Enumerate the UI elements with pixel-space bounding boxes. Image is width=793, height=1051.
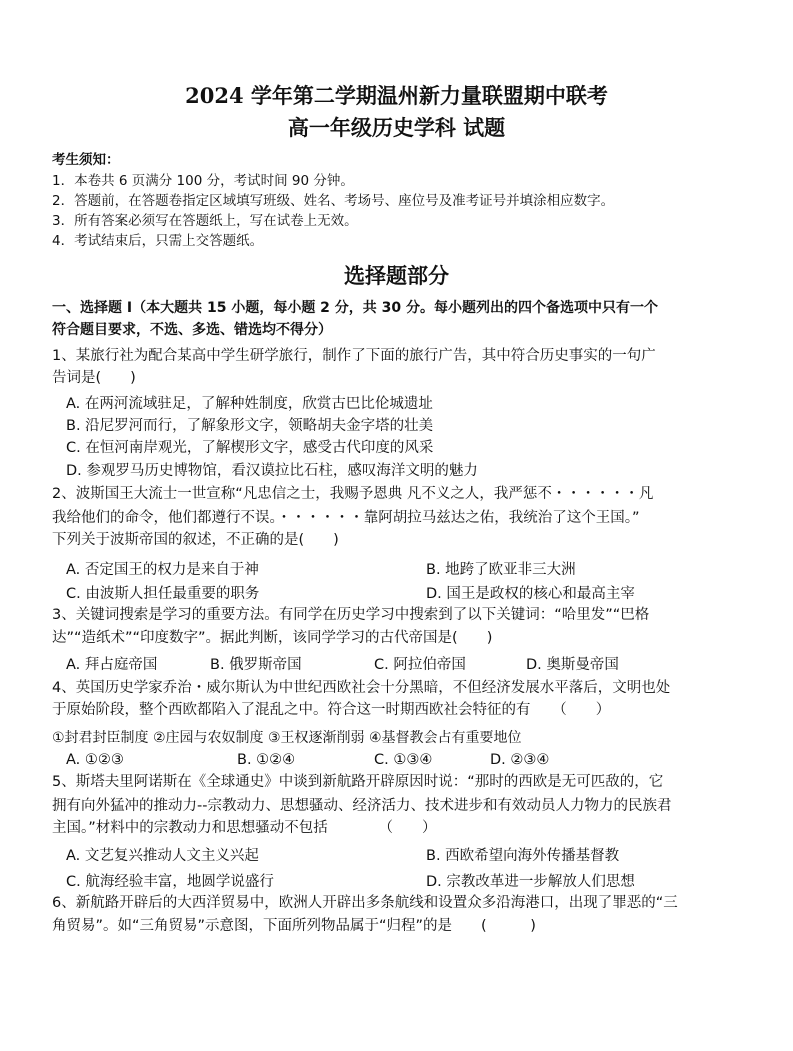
exam-title-line1: 2024 学年第二学期温州新力量联盟期中联考	[185, 83, 608, 108]
notice-item: 3．所有答案必须写在答题纸上，写在试卷上无效。	[52, 213, 358, 229]
section-instruction: 一、选择题 I（本大题共 15 小题，每小题 2 分，共 30 分。每小题列出的四个备选项中只有一个	[52, 300, 659, 316]
question-1-option-b: B. 沿尼罗河而行，了解象形文字，领略胡夫金字塔的壮美	[66, 418, 434, 434]
question-3-option-a: A. 拜占庭帝国	[66, 657, 158, 673]
question-1-option-d: D. 参观罗马历史博物馆，看汉谟拉比石柱，感叹海洋文明的魅力	[66, 463, 478, 479]
section-title: 选择题部分	[344, 264, 449, 288]
question-2-option-d: D. 国王是政权的核心和最高主宰	[426, 586, 635, 602]
question-3-stem: 达”“造纸术”“印度数字”。据此判断，该同学学习的古代帝国是( )	[52, 630, 493, 646]
question-2-option-c: C. 由波斯人担任最重要的职务	[66, 586, 260, 602]
question-3-option-d: D. 奥斯曼帝国	[526, 657, 619, 673]
question-1-option-a: A. 在两河流域驻足，了解种姓制度，欣赏古巴比伦城遗址	[66, 396, 433, 412]
exam-title-line2: 高一年级历史学科 试题	[287, 115, 506, 140]
question-5-option-a: A. 文艺复兴推动人文主义兴起	[66, 848, 259, 864]
question-6-stem: 角贸易”。如“三角贸易”示意图，下面所列物品属于“归程”的是 ( )	[52, 918, 536, 934]
question-4-stem: 4、英国历史学家乔治・威尔斯认为中世纪西欧社会十分黑暗，不但经济发展水平落后，文明也处	[52, 680, 671, 696]
question-4-option-b: B. ①②④	[237, 752, 296, 768]
question-3-stem: 3、关键词搜索是学习的重要方法。有同学在历史学习中搜索到了以下关键词：“哈里发”“巴格	[52, 607, 650, 623]
question-5-option-d: D. 宗教改革进一步解放人们思想	[426, 874, 635, 890]
notice-item: 4．考试结束后，只需上交答题纸。	[52, 233, 264, 249]
question-2-option-a: A. 否定国王的权力是来自于神	[66, 562, 259, 578]
question-5-stem: 主国。”材料中的宗教动力和思想骚动不包括 （ ）	[52, 820, 437, 836]
question-4-statements: ①封君封臣制度 ②庄园与农奴制度 ③王权逐渐削弱 ④基督教会占有重要地位	[52, 730, 522, 746]
question-3-option-b: B. 俄罗斯帝国	[210, 657, 302, 673]
question-5-stem: 拥有向外猛冲的推动力--宗教动力、思想骚动、经济活力、技术进步和有效动员人力物力的民族君	[52, 798, 672, 814]
question-4-option-c: C. ①③④	[374, 752, 433, 768]
question-5-option-c: C. 航海经验丰富，地圆学说盛行	[66, 874, 274, 890]
question-2-stem: 2、波斯国王大流士一世宣称“凡忠信之士，我赐予恩典 凡不义之人，我严惩不・・・・・・凡	[52, 486, 654, 502]
notice-item: 1．本卷共 6 页满分 100 分，考试时间 90 分钟。	[52, 173, 354, 189]
question-1-stem: 告词是( )	[52, 370, 136, 386]
question-4-stem: 于原始阶段，整个西欧都陷入了混乱之中。符合这一时期西欧社会特征的有 （ ）	[52, 702, 611, 718]
question-4-option-a: A. ①②③	[66, 752, 124, 768]
question-2-option-b: B. 地跨了欧亚非三大洲	[426, 562, 576, 578]
question-2-stem: 我给他们的命令，他们都遵行不误。・・・・・・靠阿胡拉马兹达之佑，我统治了这个王国。”	[52, 510, 640, 526]
question-6-stem: 6、新航路开辟后的大西洋贸易中，欧洲人开辟出多条航线和设置众多沿海港口，出现了罪恶的“三	[52, 895, 678, 911]
notice-item: 2．答题前，在答题卷指定区域填写班级、姓名、考场号、座位号及准考证号并填涂相应数字。	[52, 193, 615, 209]
question-2-stem: 下列关于波斯帝国的叙述，不正确的是( )	[52, 532, 339, 548]
question-1-option-c: C. 在恒河南岸观光，了解楔形文字，感受古代印度的风采	[66, 440, 434, 456]
notice-heading: 考生须知：	[52, 152, 120, 168]
question-4-option-d: D. ②③④	[490, 752, 550, 768]
question-5-option-b: B. 西欧希望向海外传播基督教	[426, 848, 620, 864]
question-1-stem: 1、某旅行社为配合某高中学生研学旅行，制作了下面的旅行广告，其中符合历史事实的一句广	[52, 348, 656, 364]
section-instruction: 符合题目要求，不选、多选、错选均不得分）	[52, 322, 332, 338]
question-5-stem: 5、斯塔夫里阿诺斯在《全球通史》中谈到新航路开辟原因时说：“那时的西欧是无可匹敌的，它	[52, 774, 664, 790]
question-3-option-c: C. 阿拉伯帝国	[374, 657, 466, 673]
